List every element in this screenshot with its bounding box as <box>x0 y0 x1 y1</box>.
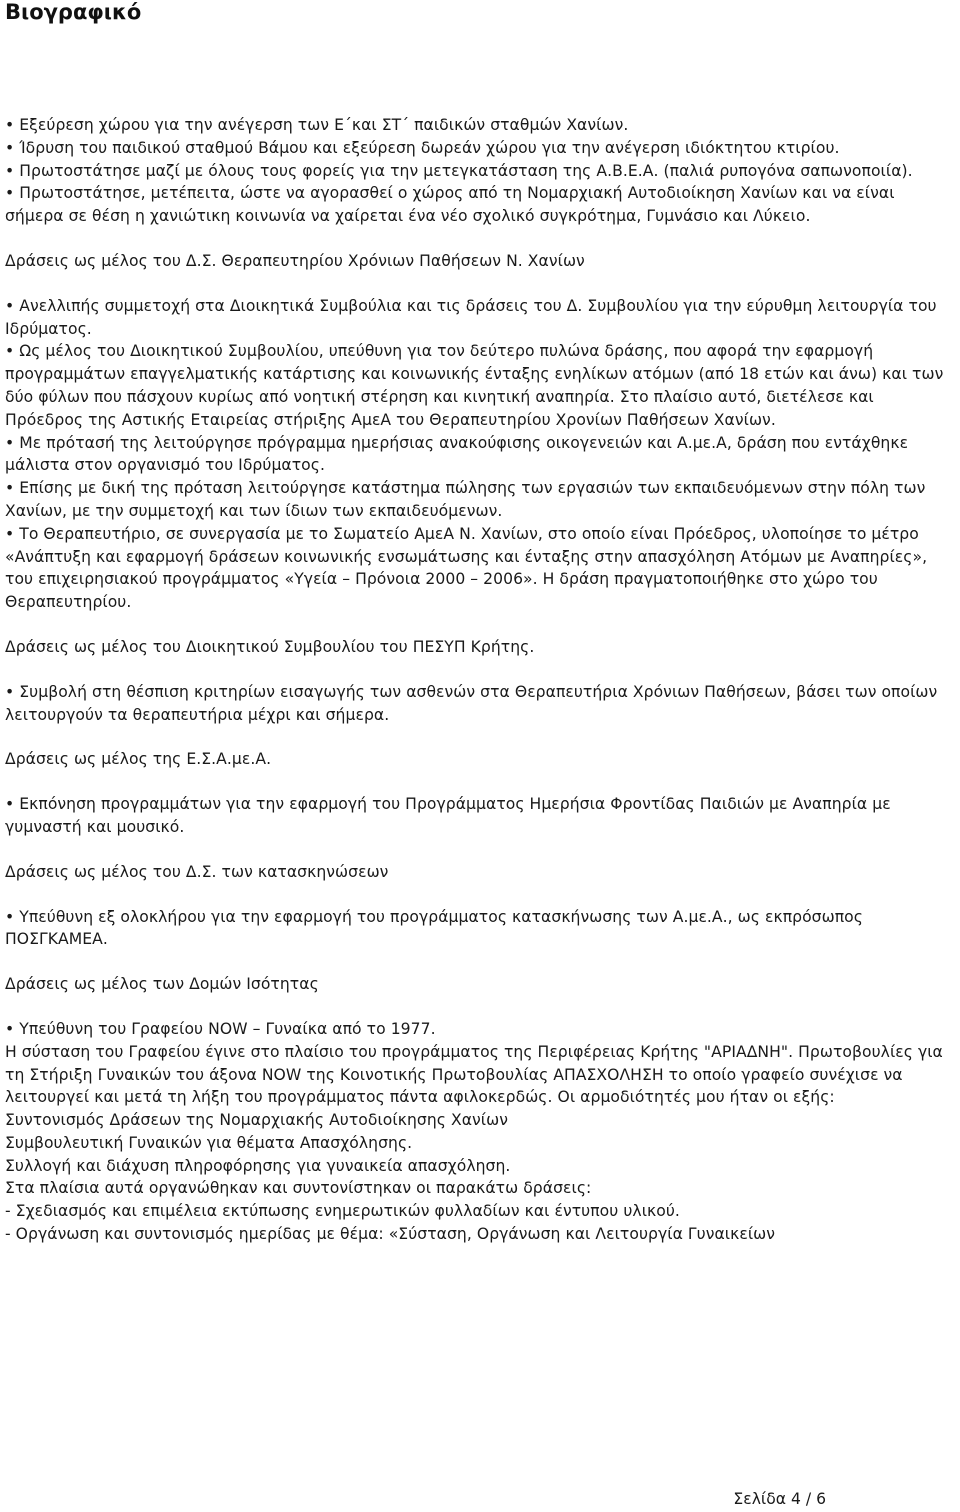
section-list <box>5 295 950 614</box>
paragraph: Συμβουλευτική Γυναικών για θέματα Απασχόλησης. <box>5 1133 413 1152</box>
paragraph: Στα πλαίσια αυτά οργανώθηκαν και συντονίστηκαν οι παρακάτω δράσεις: <box>5 1179 592 1198</box>
paragraph: - Οργάνωση και συντονισμός ημερίδας με θέμα: «Σύσταση, Οργάνωση και Λειτουργία Γυναικείων <box>5 1225 776 1244</box>
paragraph: Η σύσταση του Γραφείου έγινε στο πλαίσιο του προγράμματος της Περιφέρειας Κρήτης "ΑΡΙΑΔΝΗ". Πρωτοβουλίες για τη Στήριξη Γυναικών του άξονα NOW της Κοινοτικής Πρωτοβουλίας ΑΠΑΣΧΟΛΗΣΗ το οποίο γραφείο συνέχισε να λειτουργεί και μετά τη λήξη του προγράμματος πάντα αφιλοκερδώς. Οι αρμοδιότητές μου ήταν οι εξής: <box>5 1042 943 1107</box>
list-item: • Το Θεραπευτήριο, σε συνεργασία με το Σωματείο ΑμεΑ Ν. Χανίων, στο οποίο είναι Πρόεδρος, υλοποίησε το μέτρο «Ανάπτυξη και εφαρμογή δράσεων κοινωνικής ενσωμάτωσης και ένταξης στην απασχόληση Ατόμων με Αναπηρίες», του επιχειρησιακού προγράμματος «Υγεία – Πρόνοια 2000 – 2006». Η δράση πραγματοποιήθηκε στο χώρο του Θεραπευτηρίου. <box>5 524 928 612</box>
paragraph: - Σχεδιασμός και επιμέλεια εκτύπωσης ενημερωτικών φυλλαδίων και έντυπου υλικού. <box>5 1202 680 1221</box>
list-item: • Υπεύθυνη του Γραφείου NOW – Γυναίκα από το 1977. <box>5 1019 436 1038</box>
list-item: • Επίσης με δική της πρόταση λειτούργησε κατάστημα πώλησης των εργασιών των εκπαιδευόμενων στην πόλη των Χανίων, με την συμμετοχή και των ίδιων των εκπαιδευόμενων. <box>5 479 926 520</box>
section-heading: Δράσεις ως μέλος των Δομών Ισότητας <box>5 975 319 994</box>
section-heading: Δράσεις ως μέλος του Διοικητικού Συμβουλίου του ΠΕΣΥΠ Κρήτης. <box>5 637 535 656</box>
section-heading: Δράσεις ως μέλος του Δ.Σ. Θεραπευτηρίου Χρόνιων Παθήσεων Ν. Χανίων <box>5 251 585 270</box>
list-item: • Με πρότασή της λειτούργησε πρόγραμμα ημερήσιας ανακούφισης οικογενειών και Α.με.Α, δράση που εντάχθηκε μάλιστα στον οργανισμό του Ιδρύματος. <box>5 433 909 475</box>
paragraph: Συντονισμός Δράσεων της Νομαρχιακής Αυτοδιοίκησης Χανίων <box>5 1111 508 1130</box>
section-list <box>5 906 950 952</box>
section-heading: Δράσεις ως μέλος του Δ.Σ. των κατασκηνώσεων <box>5 862 389 881</box>
list-item: • Πρωτοστάτησε, μετέπειτα, ώστε να αγορασθεί ο χώρος από τη Νομαρχιακή Αυτοδιοίκηση Χανίων και να είναι σήμερα σε θέση η χανιώτικη κοινωνία να χαίρεται ένα νέο σχολικό συγκρότημα, Γυμνάσιο και Λύκειο. <box>5 184 895 226</box>
section-list <box>5 1018 950 1246</box>
paragraph: Συλλογή και διάχυση πληροφόρησης για γυναικεία απασχόληση. <box>5 1156 511 1175</box>
list-item: • Εκπόνηση προγραμμάτων για την εφαρμογή του Προγράμματος Ημερήσια Φροντίδας Παιδιών με Αναπηρία με γυμναστή και μουσικό. <box>5 795 891 836</box>
section-heading: Δράσεις ως μέλος της Ε.Σ.Α.με.Α. <box>5 750 272 769</box>
list-item: • Ανελλιπής συμμετοχή στα Διοικητικά Συμβούλια και τις δράσεις του Δ. Συμβουλίου για την εύρυθμη λειτουργία του Ιδρύματος. <box>5 296 937 338</box>
list-item: • Υπεύθυνη εξ ολοκλήρου για την εφαρμογή του προγράμματος κατασκήνωσης των Α.με.Α., ως εκπρόσωπος ΠΟΣΓΚΑΜΕΑ. <box>5 907 863 949</box>
list-item: • Ως μέλος του Διοικητικού Συμβουλίου, υπεύθυνη για τον δεύτερο πυλώνα δράσης, που αφορά την εφαρμογή προγραμμάτων επαγγελματικής κατάρτισης και κοινωνικής ένταξης ενηλίκων ατόμων (από 18 ετών και άνω) και των δύο φύλων που πάσχουν κυρίως από νοητική στέρηση και κινητική αναπηρία. Στο πλαίσιο αυτό, διετέλεσε και Πρόεδρος της Αστικής Εταιρείας στήριξης ΑμεΑ του Θεραπευτηρίου Χρονίων Παθήσεων Χανίων. <box>5 342 944 429</box>
page-title: Βιογραφικό <box>5 0 142 24</box>
page-number: Σελίδα 4 / 6 <box>733 1490 826 1508</box>
list-item: • Πρωτοστάτησε μαζί με όλους τους φορείς για την μετεγκατάσταση της Α.Β.Ε.Α. (παλιά ρυπογόνα σαπωνοποιία). <box>5 161 913 180</box>
section-list <box>5 793 950 839</box>
document-body <box>5 114 950 1246</box>
list-item: • Συμβολή στη θέσπιση κριτηρίων εισαγωγής των ασθενών στα Θεραπευτήρια Χρόνιων Παθήσεων, βάσει των οποίων λειτουργούν τα θεραπευτήρια μέχρι και σήμερα. <box>5 682 938 724</box>
section-list <box>5 681 950 727</box>
intro-list <box>5 114 950 228</box>
list-item: • Εξεύρεση χώρου για την ανέγερση των Ε΄και ΣΤ΄ παιδικών σταθμών Χανίων. <box>5 116 629 134</box>
list-item: • Ίδρυση του παιδικού σταθμού Βάμου και εξεύρεση δωρεάν χώρου για την ανέγερση ιδιόκτητου κτιρίου. <box>5 138 840 157</box>
